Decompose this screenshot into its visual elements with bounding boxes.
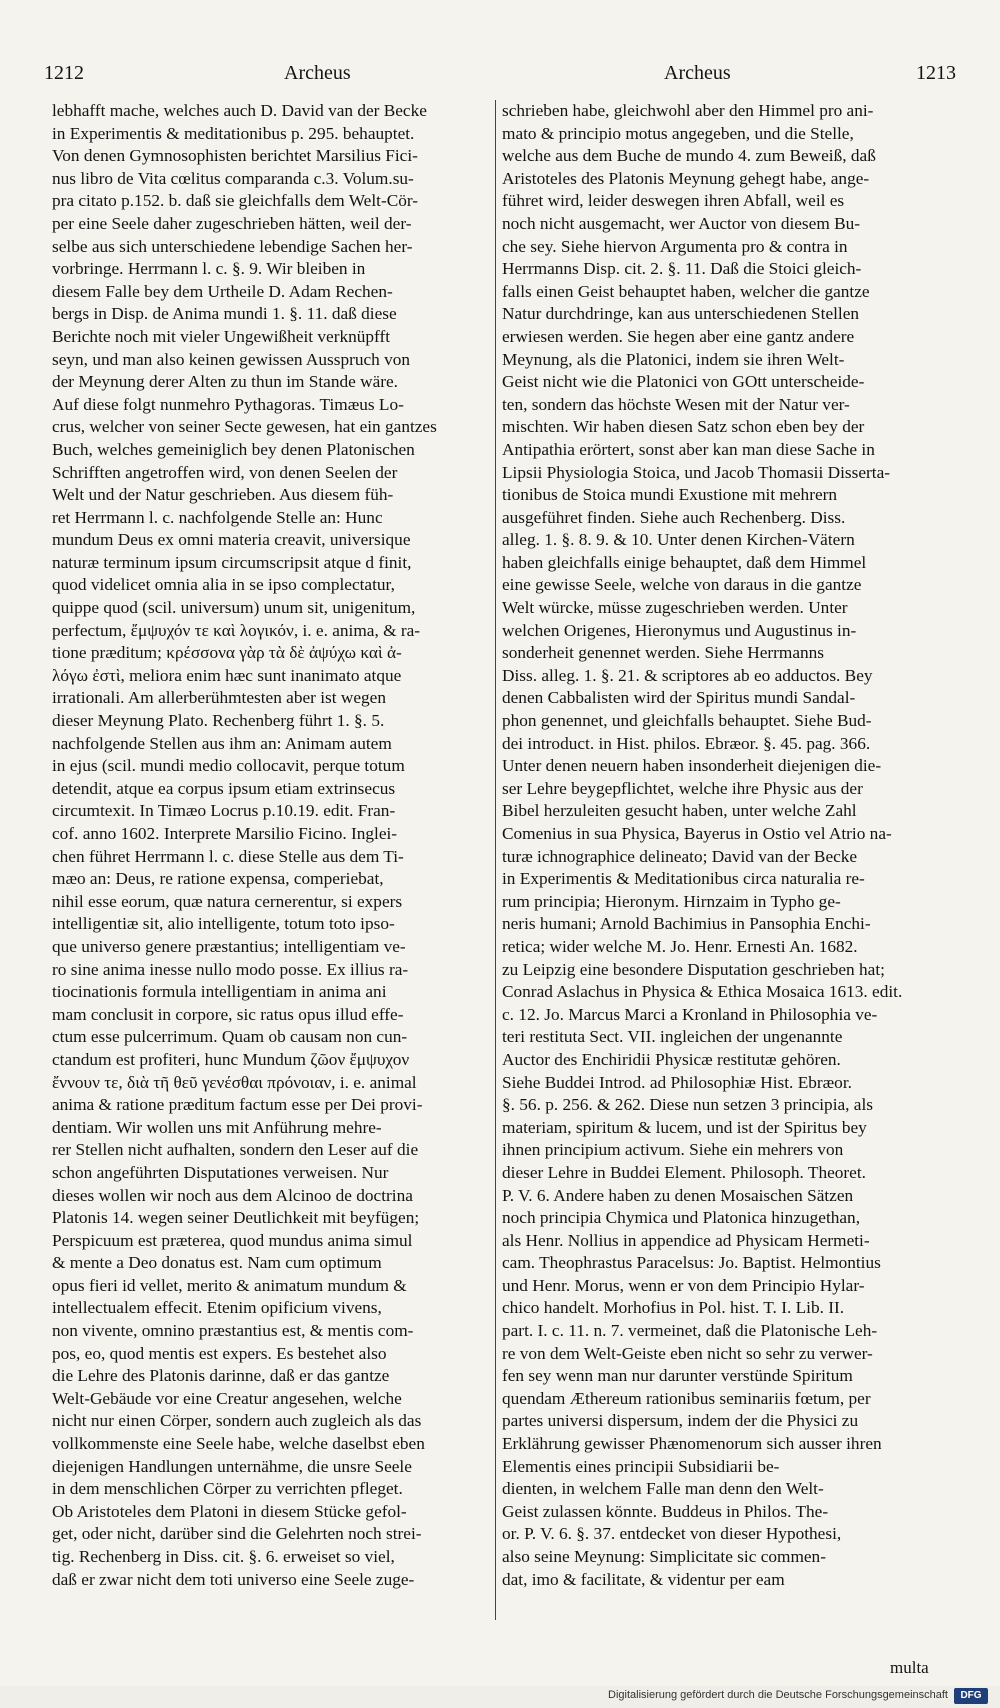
text-line: Berichte noch mit vieler Ungewißheit verknüpfft bbox=[52, 326, 391, 346]
text-line: dieses wollen wir noch aus dem Alcinoo de doctrina bbox=[52, 1185, 413, 1205]
text-line: ihnen principium activum. Siehe ein mehrers von bbox=[502, 1140, 844, 1160]
text-line: führet wird, leider deswegen ihren Abfall, weil es bbox=[502, 191, 845, 211]
text-line: schon angeführten Disputationes verweisen. Nur bbox=[52, 1162, 389, 1182]
text-line: ser Lehre beygepflichtet, welche ihre Physic aus der bbox=[502, 778, 863, 798]
funding-credit: Digitalisierung gefördert durch die Deutsche Forschungsgemeinschaft bbox=[608, 1689, 948, 1701]
text-line: die Lehre des Platonis darinne, daß er das gantze bbox=[52, 1366, 390, 1386]
text-line: Conrad Aslachus in Physica & Ethica Mosaica 1613. edit. bbox=[502, 982, 903, 1002]
text-line: λόγω ἐστὶ, meliora enim hæc sunt inanimato atque bbox=[52, 665, 402, 685]
text-line: Antipathia erörtert, sonst aber kan man diese Sache in bbox=[502, 439, 875, 459]
text-line: naturæ terminum ipsum circumscripsit atque d finit, bbox=[52, 552, 412, 572]
text-line: Siehe Buddei Introd. ad Philosophiæ Hist. Ebræor. bbox=[502, 1072, 852, 1092]
right-text-column bbox=[502, 100, 944, 1600]
text-line: mam conclusit in corpore, sic ratus opus illud effe- bbox=[52, 1004, 404, 1024]
text-line: Welt-Gebäude vor eine Creatur angesehen, welche bbox=[52, 1388, 402, 1408]
text-line: Geist nicht wie die Platonici von GOtt unterscheide- bbox=[502, 372, 865, 392]
text-line: cam. Theophrastus Paracelsus: Jo. Baptist. Helmontius bbox=[502, 1253, 881, 1273]
text-line: Von denen Gymnosophisten berichtet Marsilius Fici- bbox=[52, 146, 418, 166]
text-line: dat, imo & facilitate, & videntur per eam bbox=[502, 1569, 785, 1589]
text-line: mæo an: Deus, re ratione expensa, comperiebat, bbox=[52, 869, 384, 889]
text-line: ten, sondern das höchste Wesen mit der Natur ver- bbox=[502, 394, 850, 414]
text-line: §. 56. p. 256. & 262. Diese nun setzen 3 principia, als bbox=[502, 1095, 873, 1115]
text-line: que universo genere præstantius; intelligentiam ve- bbox=[52, 936, 406, 956]
text-line: selbe aus sich unterschiedene lebendige Sachen her- bbox=[52, 236, 413, 256]
text-line: anima & ratione præditum factum esse per Dei provi- bbox=[52, 1095, 423, 1115]
text-line: turæ ichnographice delineato; David van der Becke bbox=[502, 846, 858, 866]
text-line: lebhafft mache, welches auch D. David van der Becke bbox=[52, 101, 427, 120]
text-line: eine gewisse Seele, welche von daraus in die gantze bbox=[502, 575, 862, 595]
text-line: phon genennet, und gleichfalls behauptet. Siehe Bud- bbox=[502, 711, 872, 731]
text-line: erwiesen werden. Sie hegen aber eine gantz andere bbox=[502, 326, 855, 346]
text-line: or. P. V. 6. §. 37. entdecket von dieser Hypothesi, bbox=[502, 1524, 842, 1544]
text-line: welchen Origenes, Hieronymus und Augustinus in- bbox=[502, 620, 857, 640]
text-line: in dem menschlichen Cörper zu verrichten pfleget. bbox=[52, 1479, 403, 1499]
text-line: cof. anno 1602. Interprete Marsilio Ficino. Inglei- bbox=[52, 824, 398, 843]
text-line: & mente a Deo donatus est. Nam cum optimum bbox=[52, 1253, 382, 1273]
text-line: mundum Deus ex omni materia creavit, universique bbox=[52, 530, 411, 550]
text-line: irrationali. Am allerberühmtesten aber ist wegen bbox=[52, 688, 386, 708]
text-line: ctandum est profiteri, hunc Mundum ζῶον ἔμψυχον bbox=[52, 1049, 410, 1069]
text-line: Diss. alleg. 1. §. 21. & scriptores ab eo adductos. Bey bbox=[502, 665, 873, 685]
text-line: und Henr. Morus, wenn er von dem Principio Hylar- bbox=[502, 1275, 865, 1295]
text-line: Platonis 14. wegen seiner Deutlichkeit mit beyfügen; bbox=[52, 1208, 420, 1228]
text-line: Lipsii Physiologia Stoica, und Jacob Thomasii Disserta- bbox=[502, 462, 890, 482]
text-line: schrieben habe, gleichwohl aber den Himmel pro ani- bbox=[502, 101, 874, 120]
text-line: P. V. 6. Andere haben zu denen Mosaischen Sätzen bbox=[502, 1185, 854, 1205]
text-line: dei introduct. in Hist. philos. Ebræor. §. 45. pag. 366. bbox=[502, 733, 871, 753]
text-line: Perspicuum est præterea, quod mundus anima simul bbox=[52, 1230, 413, 1250]
text-line: Welt und der Natur geschrieben. Aus diesem füh- bbox=[52, 485, 394, 505]
text-line: Buch, welches gemeiniglich bey denen Platonischen bbox=[52, 439, 415, 459]
text-line: in Experimentis & meditationibus p. 295. behauptet. bbox=[52, 123, 415, 143]
right-page-number: 1213 bbox=[916, 62, 956, 84]
text-line: Unter denen neuern haben insonderheit diejenigen die- bbox=[502, 756, 882, 776]
text-line: Erklährung gewisser Phænomenorum sich ausser ihren bbox=[502, 1434, 882, 1454]
text-line: quod videlicet omnia alia in se ipso complectatur, bbox=[52, 575, 395, 595]
text-line: Geist zulassen könnte. Buddeus in Philos. The- bbox=[502, 1501, 829, 1521]
text-line: seyn, und man also keinen gewissen Ausspruch von bbox=[52, 349, 411, 369]
text-line: noch principia Chymica und Platonica hinzugethan, bbox=[502, 1208, 861, 1228]
text-line: daß er zwar nicht dem toti universo eine Seele zuge- bbox=[52, 1569, 415, 1589]
text-line: dienten, in welchem Falle man denn den Welt- bbox=[502, 1479, 824, 1499]
text-line: bergs in Disp. de Anima mundi 1. §. 11. daß diese bbox=[52, 304, 397, 324]
text-line: Elementis eines principii Subsidiarii be- bbox=[502, 1456, 780, 1476]
text-line: Welt würcke, müsse zugeschrieben werden. Unter bbox=[502, 598, 848, 618]
right-running-title: Archeus bbox=[664, 62, 731, 84]
text-line: get, oder nicht, darüber sind die Gelehrten noch strei- bbox=[52, 1524, 422, 1544]
text-line: Meynung, als die Platonici, indem sie ihren Welt- bbox=[502, 349, 845, 369]
text-line: retica; wider welche M. Jo. Henr. Ernesti An. 1682. bbox=[502, 936, 858, 956]
text-line: Bibel herzuleiten gesucht haben, unter welche Zahl bbox=[502, 801, 857, 821]
text-line: tionibus de Stoica mundi Exustione mit mehrern bbox=[502, 485, 838, 505]
text-line: c. 12. Jo. Marcus Marci a Kronland in Philosophia ve- bbox=[502, 1004, 878, 1024]
dfg-logo-icon: DFG bbox=[954, 1688, 988, 1704]
text-line: materiam, spiritum & lucem, und ist der Spiritus bey bbox=[502, 1117, 867, 1137]
text-line: dieser Meynung Plato. Rechenberg führt 1. §. 5. bbox=[52, 711, 385, 731]
text-line: detendit, atque ea corpus ipsum etiam extrinsecus bbox=[52, 778, 396, 798]
text-line: nicht nur einen Cörper, sondern auch zugleich als das bbox=[52, 1411, 422, 1431]
text-line: nachfolgende Stellen aus ihm an: Animam autem bbox=[52, 733, 392, 753]
text-line: dieser Lehre in Buddei Element. Philosoph. Theoret. bbox=[502, 1162, 866, 1182]
text-line: mato & principio motus angegeben, und die Stelle, bbox=[502, 123, 854, 143]
text-line: tig. Rechenberg in Diss. cit. §. 6. erweiset so viel, bbox=[52, 1547, 395, 1566]
text-line: neris humani; Arnold Bachimius in Pansophia Enchi- bbox=[502, 914, 871, 934]
text-line: per eine Seele daher zugeschrieben hätten, weil der- bbox=[52, 213, 412, 233]
text-line: ἔννουν τε, διὰ τῆ θεῦ γενέσθαι πρόνοιαν, i. e. animal bbox=[52, 1072, 417, 1092]
text-line: re von dem Welt-Geiste eben nicht so sehr zu verwer- bbox=[502, 1343, 873, 1363]
text-line: welche aus dem Buche de mundo 4. zum Beweiß, daß bbox=[502, 146, 876, 166]
text-line: zu Leipzig eine besondere Disputation geschrieben hat; bbox=[502, 959, 885, 979]
text-line: chico handelt. Morhofius in Pol. hist. T. I. Lib. II. bbox=[502, 1298, 845, 1318]
text-line: noch nicht ausgemacht, wer Auctor von diesem Bu- bbox=[502, 213, 861, 233]
text-line: rer Stellen nicht aufhalten, sondern den Leser auf die bbox=[52, 1140, 419, 1160]
text-line: denen Cabbalisten wird der Spiritus mundi Sandal- bbox=[502, 688, 856, 708]
text-line: der Meynung derer Alten zu thun im Stande wäre. bbox=[52, 372, 399, 392]
text-line: alleg. 1. §. 8. 9. & 10. Unter denen Kirchen-Vätern bbox=[502, 530, 855, 550]
text-line: Schrifften angetroffen wird, von denen Seelen der bbox=[52, 462, 398, 482]
text-line: haben gleichfalls einige behauptet, daß dem Himmel bbox=[502, 552, 867, 572]
text-line: Ob Aristoteles dem Platoni in diesem Stücke gefol- bbox=[52, 1501, 407, 1521]
text-line: ausgeführet finden. Siehe auch Rechenberg. Diss. bbox=[502, 507, 846, 527]
text-line: nus libro de Vita cœlitus comparanda c.3. Volum.su- bbox=[52, 168, 414, 188]
text-line: rum principia; Hieronym. Hirnzaim in Typho ge- bbox=[502, 891, 841, 911]
text-line: chen führet Herrmann l. c. diese Stelle aus dem Ti- bbox=[52, 846, 404, 866]
text-line: teri restituta Sect. VII. ingleichen der ungenannte bbox=[502, 1027, 843, 1047]
text-line: Natur durchdringe, kan aus unterschiedenen Stellen bbox=[502, 304, 860, 324]
text-line: crus, welcher von seiner Secte gewesen, hat ein gantzes bbox=[52, 417, 437, 437]
text-line: Comenius in sua Physica, Bayerus in Ostio vel Atrio na- bbox=[502, 824, 892, 843]
text-line: vollkommenste eine Seele habe, welche daselbst eben bbox=[52, 1434, 425, 1454]
text-line: tione præditum; κρέσσονα γὰρ τὰ δὲ ἀψύχω καὶ ἀ- bbox=[52, 643, 402, 663]
text-line: che sey. Siehe hiervon Argumenta pro & contra in bbox=[502, 236, 848, 256]
text-line: Aristoteles des Platonis Meynung gehegt habe, ange- bbox=[502, 168, 870, 188]
text-line: diesem Falle bey dem Urtheile D. Adam Rechen- bbox=[52, 281, 393, 301]
text-line: sonderheit genennet werden. Siehe Herrmanns bbox=[502, 643, 824, 663]
text-line: pos, eo, quod mentis est expers. Es bestehet also bbox=[52, 1343, 387, 1363]
digitization-footer bbox=[0, 1686, 1000, 1708]
text-line: also seine Meynung: Simplicitate sic commen- bbox=[502, 1547, 826, 1566]
text-line: pra citato p.152. b. daß sie gleichfalls dem Welt-Cör- bbox=[52, 191, 419, 211]
text-line: vorbringe. Herrmann l. c. §. 9. Wir bleiben in bbox=[52, 259, 366, 279]
text-line: Herrmanns Disp. cit. 2. §. 11. Daß die Stoici gleich- bbox=[502, 259, 862, 279]
text-line: falls einen Geist behauptet haben, welcher die gantze bbox=[502, 281, 870, 301]
text-line: fen sey wenn man nur darunter verstünde Spiritum bbox=[502, 1366, 853, 1386]
text-line: non vivente, omnino præstantius est, & mentis com- bbox=[52, 1321, 414, 1341]
text-line: Auctor des Enchiridii Physicæ restitutæ gehören. bbox=[502, 1049, 841, 1069]
text-line: opus fieri id vellet, merito & animatum mundum & bbox=[52, 1275, 407, 1295]
text-line: mischten. Wir haben diesen Satz schon eben bey der bbox=[502, 417, 865, 437]
text-line: in ejus (scil. mundi medio collocavit, perque totum bbox=[52, 756, 405, 776]
text-line: ret Herrmann l. c. nachfolgende Stelle an: Hunc bbox=[52, 507, 383, 527]
left-running-title: Archeus bbox=[284, 62, 351, 84]
text-line: perfectum, ἔμψυχόν τε καὶ λογικόν, i. e. anima, & ra- bbox=[52, 620, 421, 640]
text-line: dentiam. Wir wollen uns mit Anführung mehre- bbox=[52, 1117, 382, 1137]
running-header bbox=[44, 62, 956, 92]
text-line: circumtexit. In Timæo Locrus p.10.19. edit. Fran- bbox=[52, 801, 396, 821]
text-line: als Henr. Nollius in appendice ad Physicam Hermeti- bbox=[502, 1230, 870, 1250]
text-line: Auf diese folgt nunmehro Pythagoras. Timæus Lo- bbox=[52, 394, 404, 414]
column-divider bbox=[495, 100, 496, 1620]
text-line: quendam Æthereum rationibus seminariis fœtum, per bbox=[502, 1388, 871, 1408]
text-line: nihil esse eorum, quæ natura cernerentur, si expers bbox=[52, 891, 403, 911]
text-line: ctum esse pulcerrimum. Quam ob causam non cun- bbox=[52, 1027, 408, 1047]
left-text-column bbox=[52, 100, 492, 1600]
catchword: multa bbox=[890, 1658, 929, 1677]
text-line: ro sine anima inesse nullo modo posse. Ex illius ra- bbox=[52, 959, 409, 979]
text-line: part. I. c. 11. n. 7. vermeinet, daß die Platonische Leh- bbox=[502, 1321, 878, 1341]
text-line: in Experimentis & Meditationibus circa naturalia re- bbox=[502, 869, 865, 889]
text-line: tiocinationis formula intelligentiam in anima ani bbox=[52, 982, 387, 1002]
text-line: diejenigen Handlungen unternähme, die unsre Seele bbox=[52, 1456, 412, 1476]
text-line: quippe quod (scil. universum) unum sit, unigenitum, bbox=[52, 598, 416, 618]
text-line: partes universi dispersum, indem der die Physici zu bbox=[502, 1411, 859, 1431]
text-line: intellectualem effecit. Etenim opificium vivens, bbox=[52, 1298, 382, 1318]
text-line: intelligentiæ sit, alio intelligente, totum toto ipso- bbox=[52, 914, 395, 934]
left-page-number: 1212 bbox=[44, 62, 84, 84]
